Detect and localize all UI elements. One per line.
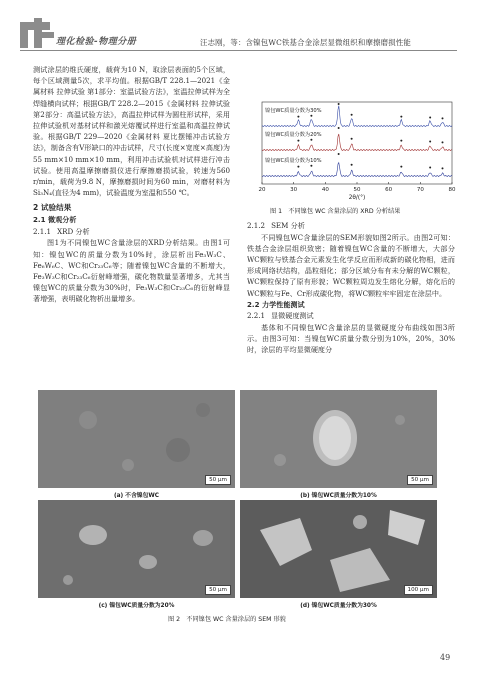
magazine-name: 理化检验-物理分册	[56, 37, 137, 47]
sem-image-b	[240, 390, 437, 488]
xrd-series-label: 镍包WC质量分数为10%	[265, 158, 322, 164]
scale-bar-c: 50 μm	[205, 585, 231, 595]
left-column	[33, 64, 230, 305]
page-number: 49	[440, 653, 451, 662]
xrd-peak-marker	[338, 127, 340, 129]
sem-image-a	[38, 390, 235, 488]
xrd-peak-marker	[429, 167, 431, 169]
scale-bar-d: 100 μm	[404, 585, 433, 595]
paragraph-sem: 不同镍包WC含量涂层的SEM形貌如图2所示。由图2可知：铁基合金涂层组织致密；随着镍包WC含量的不断增大，大部分WC颗粒与铁基合金元素发生化学反应而形成新的碳化物相，进而形成网络状结构，晶粒细化；部分区域分布有未分解的WC颗粒，WC颗粒保持了原有形貌；WC颗粒周边发生熔化分解，熔化后的WC颗粒与Fe、Cr形成碳化物，将WC颗粒牢牢固定在涂层中。	[247, 232, 455, 298]
xrd-peak-marker	[310, 165, 312, 167]
xrd-plot-frame	[262, 102, 452, 184]
scale-bar-a: 50 μm	[205, 475, 231, 485]
xrd-peak-marker	[400, 166, 402, 168]
xrd-peak-marker	[338, 153, 340, 155]
xrd-figure	[240, 96, 460, 202]
sem-texture-b	[240, 390, 437, 488]
xrd-chart	[240, 96, 460, 202]
xrd-series-label: 镍包WC质量分数为20%	[265, 132, 322, 138]
xrd-peak-marker	[310, 115, 312, 117]
sem-label-a: (a) 不含镍包WC	[113, 493, 160, 499]
scale-bar-b: 50 μm	[407, 475, 433, 485]
xrd-peak-marker	[442, 141, 444, 143]
xrd-x-axis-label: 2θ/(°)	[348, 195, 366, 201]
xrd-peak-marker	[400, 140, 402, 142]
sem-texture-a	[38, 390, 235, 488]
xrd-peak-marker	[351, 164, 353, 166]
xrd-peak-marker	[338, 103, 340, 105]
figure2-caption: 图 2 不同镍包 WC 含量涂层的 SEM 形貌	[168, 616, 286, 623]
xrd-peak-marker	[297, 166, 299, 168]
xrd-peak-marker	[442, 167, 444, 169]
subsubsection-heading-sem: 2.1.2 SEM 分析	[247, 221, 305, 230]
subsubsection-heading-xrd: 2.1.1 XRD 分析	[33, 226, 90, 236]
xrd-x-tick-label: 20	[258, 187, 266, 193]
sem-label-b: (b) 镍包WC质量分数为10%	[300, 493, 377, 499]
xrd-peak-marker	[442, 117, 444, 119]
xrd-peak-marker	[297, 116, 299, 118]
xrd-peak-marker	[310, 139, 312, 141]
header-divider	[20, 50, 457, 51]
xrd-x-tick-label: 40	[321, 187, 329, 193]
xrd-x-tick-label: 80	[448, 187, 456, 193]
paragraph-test-methods: 测试涂层的维氏硬度，载荷为10 N，取涂层表面的5个区域，每个区域测量5次，求平均值。根据GB/T 228.1—2021《金属材料 拉伸试验 第1部分：室温试验方法》，室温拉伸试样为全焊缝横向试样；根据GB/T 228.2—2015《金属材料 拉伸试验 第2部分：高温试验方法》，高温拉伸试样为圆柱形试样，采用拉伸试验机对基材试样和激光熔覆试样进行室温和高温拉伸试验。根据GB/T 229—2020《金属材料 夏比摆锤冲击试验方法》，制备含有V形缺口的冲击试样，尺寸(长度×宽度×高度)为55 mm×10 mm×10 mm，利用冲击试验机对试样进行冲击试验。使用高温摩擦磨损仪进行摩擦磨损试验，转速为560 r/min，载荷为9.8 N，摩擦磨损时间为60 min，对磨材料为Si₃N₄(直径为4 mm)，试验温度为室温和550 ℃。	[33, 65, 231, 198]
right-column	[247, 220, 455, 355]
section-heading-results: 2 试验结果	[33, 203, 72, 213]
sem-texture-d	[240, 500, 437, 598]
sem-label-d: (d) 镍包WC质量分数为30%	[300, 603, 377, 609]
xrd-series-line	[262, 163, 452, 177]
subsection-heading-micro: 2.1 微观分析	[33, 215, 77, 225]
sem-image-c	[38, 500, 235, 598]
subsubsection-heading-hardness: 2.2.1 显微硬度测试	[247, 311, 314, 321]
xrd-series-label: 镍包WC质量分数为30%	[265, 108, 322, 114]
xrd-peak-marker	[429, 141, 431, 143]
xrd-peak-marker	[400, 116, 402, 118]
xrd-x-tick-label: 50	[353, 187, 361, 193]
xrd-peak-marker	[351, 138, 353, 140]
journal-logo	[20, 18, 148, 48]
running-title: 汪志刚，等：含镍包WC铁基合金涂层显微组织和摩擦磨损性能	[200, 38, 412, 47]
xrd-x-tick-label: 70	[416, 187, 424, 193]
xrd-x-tick-label: 60	[385, 187, 393, 193]
xrd-peak-marker	[351, 114, 353, 116]
figure1-caption: 图 1 不同镍包 WC 含量涂层的 XRD 分析结果	[270, 208, 401, 215]
xrd-peak-marker	[429, 117, 431, 119]
subsection-heading-mechanical: 2.2 力学性能测试	[247, 299, 305, 309]
sem-label-c: (c) 镍包WC质量分数为20%	[98, 603, 175, 609]
xrd-x-tick-label: 30	[290, 187, 298, 193]
sem-image-d	[240, 500, 437, 598]
paragraph-xrd: 图1为不同镍包WC含量涂层的XRD分析结果。由图1可知：镍包WC的质量分数为10%时，涂层析出Fe₃W₃C、Fe₆W₆C、WC和Cr₂₃C₆等；随着镍包WC含量的不断增大，Fe₃W₃C和Cr₂₃C₆衍射峰增强，碳化物数量显著增多，尤其当镍包WC的质量分数为30%时，Fe₃W₃C和Cr₂₃C₆的衍射峰显著增强，表明碳化物析出量增多。	[33, 238, 230, 304]
sem-texture-c	[38, 500, 235, 598]
xrd-peak-marker	[297, 140, 299, 142]
paragraph-hardness: 基体和不同镍包WC含量涂层的显微硬度分布曲线如图3所示。由图3可知：当镍包WC质量分数分别为10%，20%，30%时，涂层的平均显微硬度分	[247, 322, 455, 355]
